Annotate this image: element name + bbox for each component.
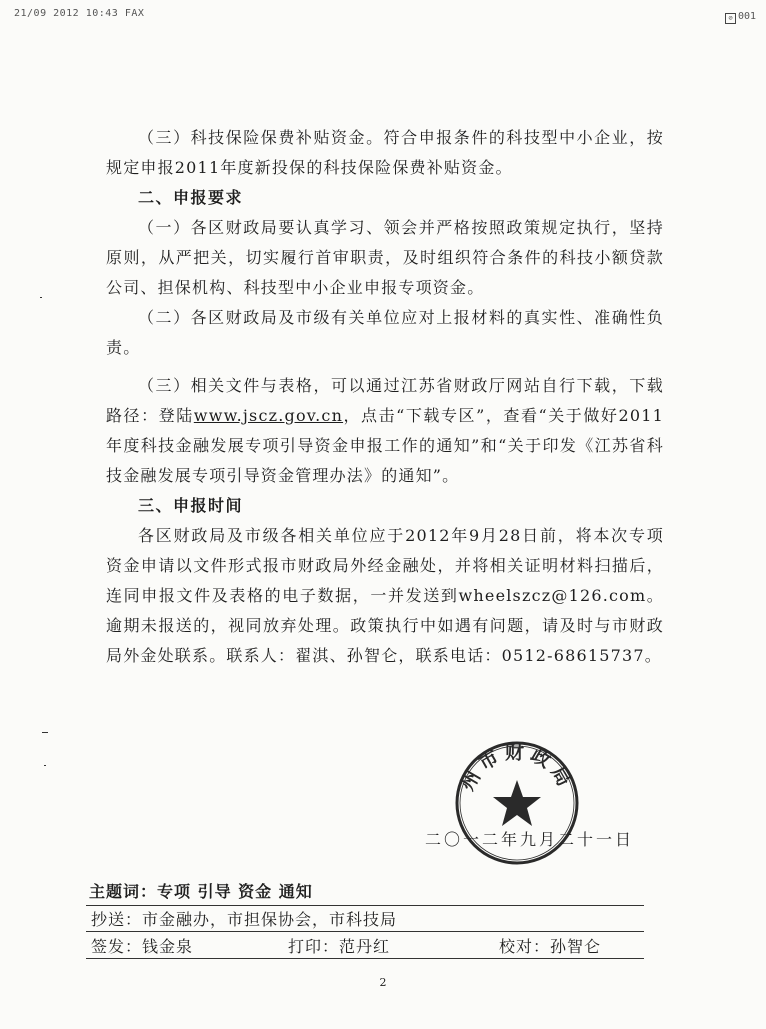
copy-to-line: 抄送：市金融办，市担保协会，市科技局 <box>91 910 398 929</box>
fax-page-marker <box>725 11 756 24</box>
fax-page-number: 001 <box>737 11 756 22</box>
seal-text: 州市财政局 <box>456 741 578 795</box>
page-number: 2 <box>379 976 387 989</box>
fax-header-timestamp: 21/09 2012 10:43 FAX <box>14 8 145 19</box>
scan-speck <box>40 297 42 298</box>
paragraph-schedule: 各区财政局及市级各相关单位应于2012年9月28日前，将本次专项资金申请以文件形式报市财政局外经金融处，并将相关证明材料扫描后，连同申报文件及表格的电子数据，一并发送到wheelszcz@126.com。逾期未报送的，视同放弃处理。政策执行中如遇有问题，请及时与市财政局外金处联系。联系人：翟淇、孙智仑，联系电话：0512-68615737。 <box>106 526 664 665</box>
paragraph-requirement-2: （二）各区财政局及市级有关单位应对上报材料的真实性、准确性负责。 <box>106 308 664 357</box>
printed-by: 打印：范丹红 <box>288 937 391 956</box>
jscz-website-link[interactable]: www.jscz.gov.cn <box>193 406 344 425</box>
footer-divider-top <box>86 905 644 906</box>
section-heading-requirements: 二、申报要求 <box>138 188 244 207</box>
document-date: 二〇一二年九月二十一日 <box>425 830 635 849</box>
scan-speck <box>44 765 46 766</box>
paragraph-requirement-3 <box>106 371 664 491</box>
proofread-by: 校对：孙智仑 <box>499 937 602 956</box>
subject-keywords: 主题词：专项 引导 资金 通知 <box>89 882 313 901</box>
footer-divider-bottom <box>86 958 644 959</box>
document-body <box>106 123 664 671</box>
section-heading-schedule: 三、申报时间 <box>138 496 244 515</box>
download-intro-text: （三）相关文件与表格，可以通过江苏省财政厅网站自行下载，下载路径：登陆 <box>106 376 664 425</box>
issued-by: 签发：钱金泉 <box>91 937 194 956</box>
download-instructions-text: ，点击“下载专区”，查看“关于做好2011年度科技金融发展专项引导资金申报工作的通知”和“关于印发《江苏省科技金融发展专项引导资金管理办法》的通知”。 <box>106 406 664 485</box>
seal-star-icon <box>493 780 541 826</box>
paragraph-insurance-subsidy: （三）科技保险保费补贴资金。符合申报条件的科技型中小企业，按规定申报2011年度新投保的科技保险保费补贴资金。 <box>106 128 664 177</box>
footer-divider-middle <box>86 931 644 932</box>
fax-page-box-icon: ⊘ <box>725 13 736 24</box>
paragraph-requirement-1: （一）各区财政局要认真学习、领会并严格按照政策规定执行，坚持原则，从严把关，切实履行首审职责，及时组织符合条件的科技小额贷款公司、担保机构、科技型中小企业申报专项资金。 <box>106 218 664 297</box>
scan-speck <box>42 732 48 733</box>
